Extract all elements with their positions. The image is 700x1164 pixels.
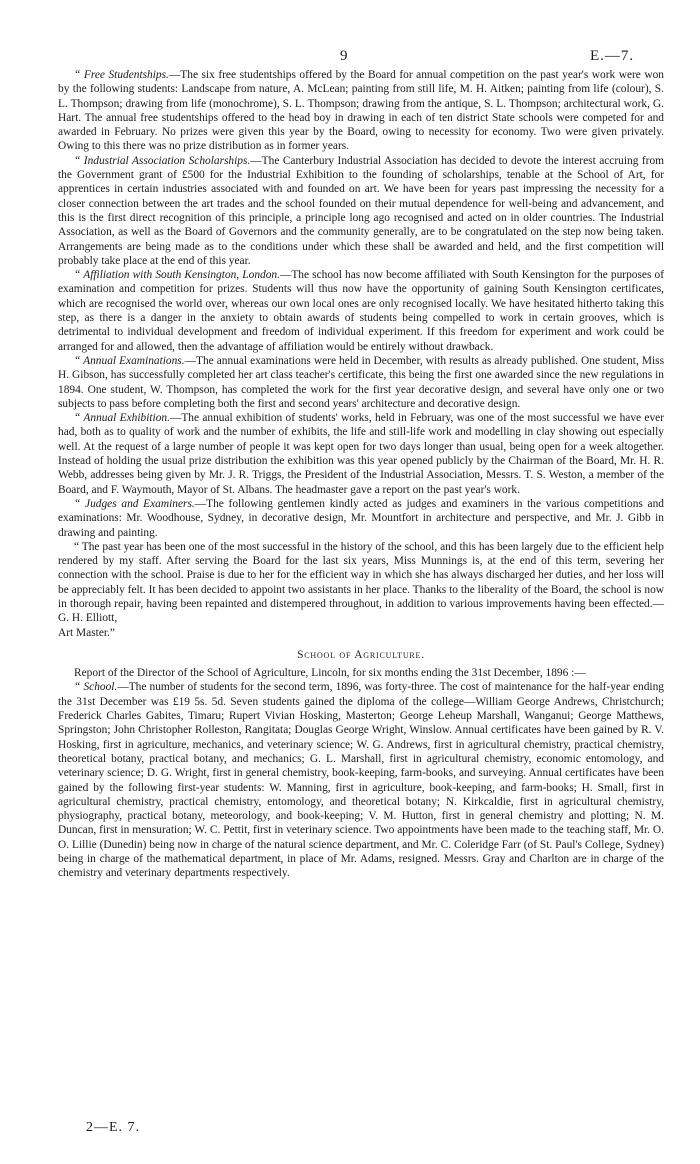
paragraph-text: —The following gentlemen kindly acted as judges and examiners in the various competitions and examinations: Mr. Woodhouse, Sydney, in decorative design, Mr. Mountfort in architecture and perspective, and Mr. J. Gibb in drawing and painting. — [58, 497, 664, 539]
page-footer: 2—E. 7. — [86, 1120, 141, 1135]
paragraph-school — [58, 680, 664, 880]
paragraph-judges-examiners — [58, 497, 664, 540]
paragraph-industrial-scholarships — [58, 154, 664, 268]
document-reference: E.—7. — [590, 48, 635, 64]
paragraph-affiliation — [58, 268, 664, 354]
paragraph-lead: “ Annual Examinations. — [74, 354, 185, 367]
paragraph-annual-exhibition — [58, 411, 664, 497]
paragraph-lead: “ Judges and Examiners. — [74, 497, 195, 510]
paragraph-lead: “ Free Studentships. — [74, 69, 169, 81]
paragraph-annual-examinations — [58, 354, 664, 411]
paragraph-lead: “ School. — [74, 681, 118, 694]
page-number: 9 — [340, 48, 348, 64]
paragraph-lead: “ Affiliation with South Kensington, London. — [74, 269, 280, 282]
paragraph-free-studentships — [58, 68, 664, 154]
paragraph-text: —The annual exhibition of students' works, held in February, was one of the most successful we have ever had, both as to quality of work and the number of exhibits, the life and still-life work and modelling in clay showing out especially well. At the request of a large number of people it was kept open for two days longer than usual, being open for a week altogether. Instead of holding the usual prize distribution the exhibition was this year opened publicly by the Chairman of the Board, Mr. H. R. Webb, addresses being given by Mr. J. R. Triggs, the President of the Industrial Association, Messrs. T. S. Weston, a member of the Board, and F. Waymouth, Mayor of St. Albans. The headmaster gave a report on the past year's work. — [58, 412, 664, 496]
paragraph-past-year — [58, 540, 664, 626]
paragraph-lead: “ Annual Exhibition. — [74, 412, 170, 425]
paragraph-text: “ The past year has been one of the most successful in the history of the school, and this has been largely due to the efficient help rendered by my staff. After serving the Board for the last six years, Miss Munnings is, at the end of this term, severing her connection with the school. Praise is due to her for the efficient way in which she has always discharged her duties, and her loss will be appreciably felt. It has been decided to appoint two assistants in her place. Thanks to the liberality of the Board, the school is now in thorough repair, having been repainted and distempered throughout, in addition to various improvements having been effected.—G. H. Elliott, — [58, 540, 664, 625]
paragraph-text: —The six free studentships offered by the Board for annual competition on the past year's work were won by the following students: Landscape from nature, A. McLean; painting from still life, M. H. Aitken; painting from life (colour), S. L. Thompson; drawing from life (monochrome), S. L. Thompson; drawing from the antique, S. L. Thompson; architectural work, G. Hart. The annual free studentships offered to the head boy in drawing in each of ten district State schools were competed for and awarded in February. No prizes were given this year by the Board, owing to necessity for economy. Two were given privately. Owing to this there was no prize distribution as in former years. — [58, 69, 664, 153]
paragraph-lead: “ Industrial Association Scholarships. — [74, 154, 251, 167]
report-intro: Report of the Director of the School of Agriculture, Lincoln, for six months ending the 31st December, 1896 :— — [74, 667, 586, 680]
paragraph-text: —The school has now become affiliated with South Kensington for the purposes of examination and competition for prizes. Students will thus now have the opportunity of gaining South Kensington certificates, which are recognised the world over, whereas our own local ones are only recognised locally. We have hesitated hitherto taking this step, as there is a danger in the anxiety to obtain awards of students being compelled to work in certain grooves, which is detrimental to individual development and freedom of individual experiment. If this freedom for experiment and work could be arranged for and allowed, then the advantage of affiliation would be entirely without drawback. — [58, 269, 665, 353]
document-body — [58, 68, 664, 881]
paragraph-text: —The number of students for the second term, 1896, was forty-three. The cost of maintenance for the half-year ending the 31st December was £19 5s. 5d. Seven students gained the diploma of the college—William George Andrews, Christchurch; Frederick Charles Gabites, Timaru; Rupert Vivian Hosking, Masterton; George Leheup Marshall, Wanganui; George Matthews, Springston; John Christopher Rolleston, Rangitata; Douglas George Wright, Winslow. Annual certificates have been gained by R. V. Hosking, first in agriculture, mechanics, and veterinary science; W. G. Andrews, first in agricultural chemistry, practical chemistry, theoretical botany, practical botany, and mechanics; G. L. Marshall, first in agricultural chemistry, economic entomology, and veterinary science; D. G. Wright, first in general chemistry, book-keeping, farm-books, and surveying. Annual certificates have been gained by the following first-year students: W. Manning, first in agriculture, book-keeping, and farm-books; H. Small, first in agricultural chemistry, practical chemistry, entomology, and theoretical botany; N. Kirkcaldie, first in agricultural chemistry, physiography, practical botany, meteorology, and book-keeping; V. M. Hutton, first in general chemistry and plotting; N. M. Duncan, first in mensuration; W. C. Pettit, first in veterinary science. Two appointments have been made to the teaching staff, Mr. O. O. Lillie (Dunedin) being now in charge of the natural science department, and Mr. C. Coleridge Farr (of St. Paul's College, Sydney) being in charge of the mathematical department, in place of Mr. Adams, resigned. Messrs. Gray and Charlton are in charge of the chemistry and veterinary departments respectively. — [58, 681, 664, 880]
paragraph-text: —The annual examinations were held in December, with results as already published. One student, Miss H. Gibson, has successfully completed her art class teacher's certificate, this being the first one awarded since the new regulations in 1894. One student, W. Thompson, has completed the work for the first year decorative design, and several have only one or two subjects to pass before completing both the first and second years' architecture and decorative design. — [58, 354, 664, 410]
signature-title: Art Master.” — [58, 626, 115, 639]
paragraph-text: —The Canterbury Industrial Association has decided to devote the interest accruing from the Government grant of £500 for the Industrial Exhibition to the founding of scholarships, tenable at the School of Art, for apprentices in certain industries associated with and founded on art. We have been for years past impressing the necessity for a closer connection between the art trades and the school founded on their mutual dependence for well-being and advancement, and this is the first direct recognition of this principle, a principle long ago recognised and acted on in older countries. The Industrial Association, as well as the Board of Governors and the community generally, are to be congratulated on the step now being taken. Arrangements are being made as to the conditions under which these shall be awarded and held, and the first competition will probably take place at the end of this year. — [58, 154, 665, 267]
section-heading: School of Agriculture. — [297, 648, 425, 661]
